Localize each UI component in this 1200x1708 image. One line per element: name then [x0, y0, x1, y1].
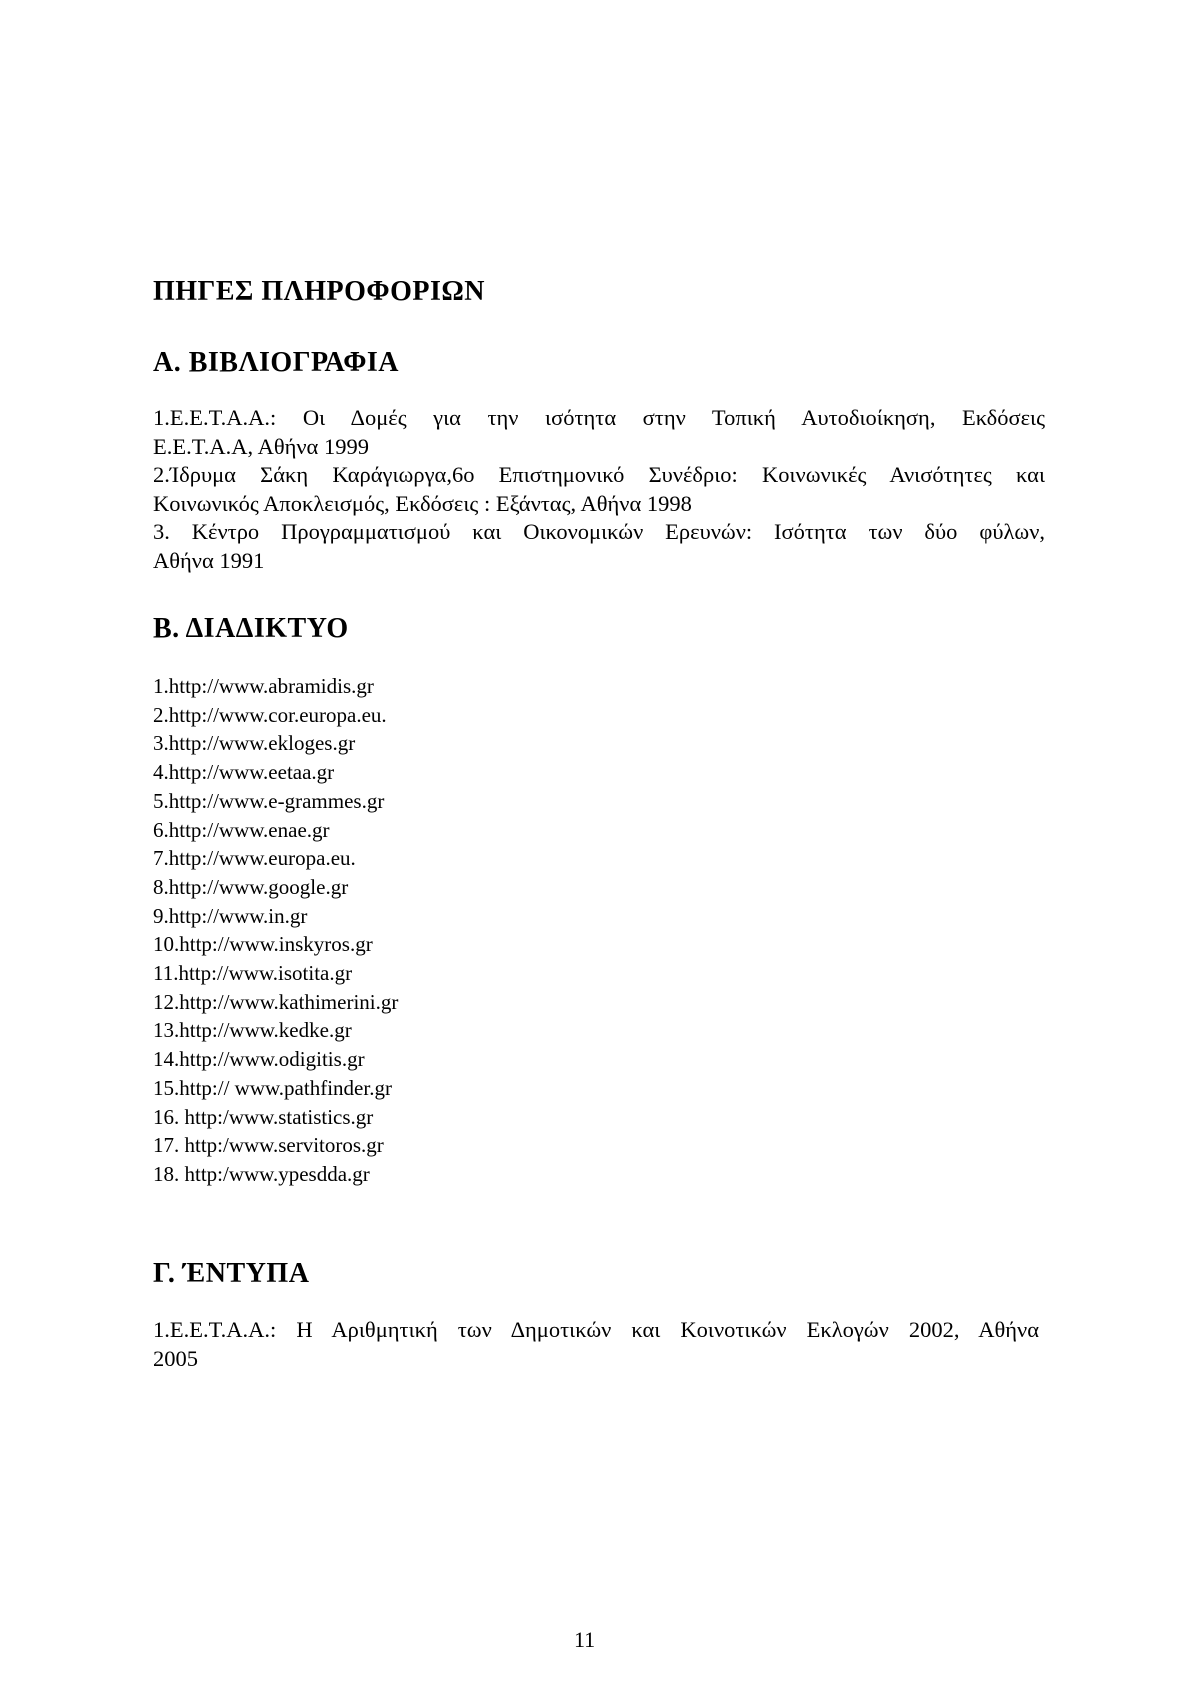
bibliography-entry-2-line-1 — [153, 461, 1045, 490]
link-item[interactable]: 14.http://www.odigitis.gr — [153, 1047, 365, 1072]
section-b-heading: Β. ΔΙΑΔΙΚΤΥΟ — [153, 613, 349, 644]
bibliography-entry-2-text: 2.Ίδρυμα Σάκη Καράγιωργα,6ο Επιστημονικό Συνέδριο: Κοινωνικές Ανισότητες και — [153, 462, 1045, 487]
page-title: ΠΗΓΕΣ ΠΛΗΡΟΦΟΡΙΩΝ — [153, 276, 486, 307]
bibliography-entry-1-line-1: 1.Ε.Ε.Τ.Α.Α.: Οι Δομές για την ισότητα στην Τοπική Αυτοδιοίκηση, Εκδόσεις — [153, 405, 1045, 430]
section-a-heading: Α. ΒΙΒΛΙΟΓΡΑΦΙΑ — [153, 347, 400, 378]
link-item[interactable]: 18. http:/www.ypesdda.gr — [153, 1161, 370, 1186]
link-item[interactable]: 10.http://www.inskyros.gr — [153, 932, 373, 957]
bibliography-list — [153, 404, 1045, 575]
link-item[interactable]: 3.http://www.ekloges.gr — [153, 731, 356, 756]
page-number: 11 — [574, 1627, 596, 1652]
internet-sources-list — [153, 672, 753, 1189]
link-item[interactable]: 6.http://www.enae.gr — [153, 817, 330, 842]
link-item[interactable]: 16. http:/www.statistics.gr — [153, 1104, 374, 1129]
link-item[interactable]: 5.http://www.e-grammes.gr — [153, 788, 385, 813]
printed-entry-1-line-2: 2005 — [153, 1346, 198, 1371]
section-c-heading: Γ. ΈΝΤΥΠΑ — [153, 1258, 310, 1289]
link-item[interactable]: 2.http://www.cor.europa.eu. — [153, 702, 387, 727]
link-item[interactable]: 1.http://www.abramidis.gr — [153, 674, 374, 698]
link-item[interactable]: 4.http://www.eetaa.gr — [153, 760, 335, 785]
link-item[interactable]: 12.http://www.kathimerini.gr — [153, 989, 399, 1014]
link-item[interactable]: 7.http://www.europa.eu. — [153, 846, 356, 871]
link-item[interactable]: 13.http://www.kedke.gr — [153, 1018, 352, 1043]
link-item[interactable]: 11.http://www.isotita.gr — [153, 961, 353, 986]
link-item[interactable]: 17. http:/www.servitoros.gr — [153, 1133, 384, 1158]
printed-entry-1-line-1: 1.Ε.Ε.Τ.Α.Α.: Η Αριθμητική των Δημοτικών και Κοινοτικών Εκλογών 2002, Αθήνα — [153, 1317, 1039, 1342]
link-item[interactable]: 9.http://www.in.gr — [153, 903, 308, 928]
printed-sources-list — [153, 1315, 1039, 1373]
link-item[interactable]: 8.http://www.google.gr — [153, 874, 349, 899]
bibliography-entry-1-line-2: Ε.Ε.Τ.Α.Α, Αθήνα 1999 — [153, 433, 369, 459]
bibliography-entry-3-line-2: Αθήνα 1991 — [153, 547, 265, 573]
bibliography-entry-2-line-2: Κοινωνικός Αποκλεισμός, Εκδόσεις : Εξάντας, Αθήνα 1998 — [153, 490, 692, 516]
bibliography-entry-3-line-1: 3. Κέντρο Προγραμματισμού και Οικονομικών Ερευνών: Ισότητα των δύο φύλων, — [153, 519, 1045, 544]
link-item[interactable]: 15.http:// www.pathfinder.gr — [153, 1075, 392, 1100]
